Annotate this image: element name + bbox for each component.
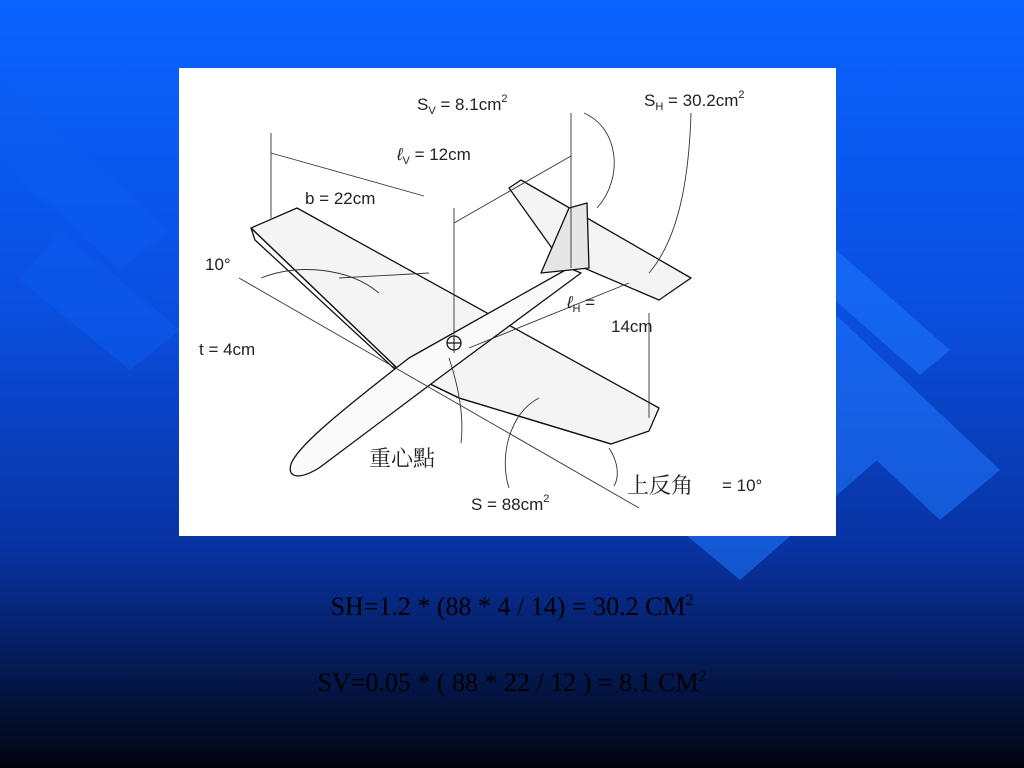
formula-sh (0, 592, 1024, 622)
formula-sv-text: SV=0.05 * ( 88 * 22 / 12 ) = 8.1 CM (317, 668, 699, 697)
formula-sv-sup: 2 (698, 668, 707, 685)
label-dihedral: 上反角 (627, 474, 694, 499)
label-b: b = 22cm (305, 189, 376, 208)
glider-drawing (179, 68, 836, 536)
label-center-of-gravity: 重心點 (369, 447, 436, 472)
label-angle: 10° (205, 255, 231, 274)
label-lh-value: 14cm (611, 317, 653, 336)
label-sh: $S_H = 30.2cm^2$ (644, 89, 745, 113)
horizontal-stabilizer (509, 180, 691, 300)
leader-line (584, 113, 614, 208)
leader-line (609, 448, 617, 486)
label-sv: $S_V = 8.1cm^2$ (417, 93, 508, 117)
formula-sh-text: SH=1.2 * (88 * 4 / 14) = 30.2 CM (330, 592, 686, 621)
label-lh: ℓ$_H$ = (567, 293, 596, 315)
glider-diagram (179, 68, 836, 536)
label-dihedral-value: = 10° (722, 476, 763, 495)
label-t: t = 4cm (199, 340, 256, 359)
leader-line (649, 113, 691, 273)
label-lv: ℓ$_V$ = 12cm (397, 145, 471, 167)
formula-sh-sup: 2 (685, 592, 694, 609)
diamond-shape (0, 80, 170, 270)
formula-sv (0, 668, 1024, 698)
label-s: $S = 88cm^2$ (471, 493, 550, 514)
